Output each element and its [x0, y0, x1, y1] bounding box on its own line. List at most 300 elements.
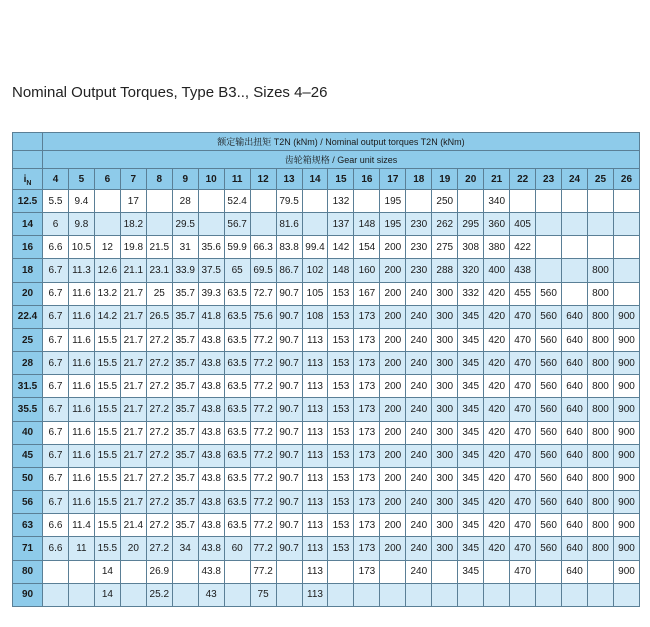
torque-cell: 5.5 [43, 190, 69, 213]
torque-cell: 43.8 [198, 537, 224, 560]
torque-cell: 43.8 [198, 421, 224, 444]
torque-cell: 63.5 [224, 514, 250, 537]
table-row [13, 514, 640, 537]
torque-cell: 800 [588, 491, 614, 514]
torque-cell: 240 [406, 305, 432, 328]
torque-cell: 6.7 [43, 305, 69, 328]
torque-cell: 13.2 [94, 282, 120, 305]
torque-cell: 14 [94, 583, 120, 606]
torque-cell: 6.6 [43, 537, 69, 560]
torque-cell: 75 [250, 583, 276, 606]
torque-cell: 6.7 [43, 328, 69, 351]
torque-cell: 19.8 [120, 236, 146, 259]
torque-cell: 300 [432, 305, 458, 328]
torque-cell [380, 560, 406, 583]
torque-cell: 35.7 [172, 375, 198, 398]
torque-cell: 300 [432, 375, 458, 398]
torque-cell: 195 [380, 190, 406, 213]
torque-cell: 800 [588, 305, 614, 328]
torque-cell [328, 583, 354, 606]
torque-cell [43, 560, 69, 583]
torque-cell: 240 [406, 375, 432, 398]
size-header-9: 9 [172, 169, 198, 190]
torque-cell [613, 583, 639, 606]
torque-cell: 900 [613, 398, 639, 421]
torque-cell: 35.7 [172, 421, 198, 444]
torque-cell: 800 [588, 352, 614, 375]
torque-cell: 240 [406, 560, 432, 583]
torque-cell: 77.2 [250, 491, 276, 514]
torque-cell: 63.5 [224, 398, 250, 421]
torque-cell: 11.6 [68, 467, 94, 490]
torque-cell: 345 [458, 444, 484, 467]
torque-cell: 15.5 [94, 328, 120, 351]
size-header-11: 11 [224, 169, 250, 190]
torque-cell: 560 [536, 375, 562, 398]
header-row-gear-sizes [13, 151, 640, 169]
torque-cell [613, 236, 639, 259]
torque-cell: 77.2 [250, 514, 276, 537]
torque-cell [68, 583, 94, 606]
torque-cell: 173 [354, 421, 380, 444]
torque-cell [536, 583, 562, 606]
torque-cell: 63.5 [224, 282, 250, 305]
torque-cell: 90.7 [276, 282, 302, 305]
torque-cell: 345 [458, 398, 484, 421]
torque-cell: 560 [536, 537, 562, 560]
torque-cell: 6.6 [43, 236, 69, 259]
torque-cell: 90.7 [276, 421, 302, 444]
torque-cell: 200 [380, 398, 406, 421]
size-header-25: 25 [588, 169, 614, 190]
torque-cell: 345 [458, 352, 484, 375]
torque-cell [276, 560, 302, 583]
torque-cell: 800 [588, 537, 614, 560]
torque-cell: 153 [328, 328, 354, 351]
torque-cell: 15.5 [94, 514, 120, 537]
table-row [13, 467, 640, 490]
torque-cell: 153 [328, 444, 354, 467]
torque-cell: 43.8 [198, 560, 224, 583]
torque-cell: 6 [43, 213, 69, 236]
torque-cell [432, 583, 458, 606]
table-row [13, 213, 640, 236]
torque-cell: 63.5 [224, 421, 250, 444]
torque-cell [613, 282, 639, 305]
torque-cell: 340 [484, 190, 510, 213]
torque-cell: 102 [302, 259, 328, 282]
torque-cell: 63.5 [224, 444, 250, 467]
torque-cell: 21.7 [120, 328, 146, 351]
torque-cell [198, 190, 224, 213]
torque-cell: 108 [302, 305, 328, 328]
torque-cell: 77.2 [250, 398, 276, 421]
torque-cell [562, 236, 588, 259]
size-header-7: 7 [120, 169, 146, 190]
torque-cell: 240 [406, 537, 432, 560]
torque-cell: 25.2 [146, 583, 172, 606]
size-header-21: 21 [484, 169, 510, 190]
torque-cell: 27.2 [146, 328, 172, 351]
torque-cell: 27.2 [146, 514, 172, 537]
torque-cell [510, 583, 536, 606]
torque-cell: 420 [484, 375, 510, 398]
table-row [13, 375, 640, 398]
torque-cell: 800 [588, 259, 614, 282]
torque-cell: 43.8 [198, 444, 224, 467]
torque-cell: 200 [380, 259, 406, 282]
torque-cell: 200 [380, 444, 406, 467]
torque-cell: 43.8 [198, 375, 224, 398]
table-row [13, 421, 640, 444]
torque-cell: 800 [588, 514, 614, 537]
torque-cell [484, 560, 510, 583]
torque-cell: 27.2 [146, 421, 172, 444]
torque-cell: 420 [484, 421, 510, 444]
torque-cell: 90.7 [276, 491, 302, 514]
table-row [13, 190, 640, 213]
torque-cell: 11.6 [68, 491, 94, 514]
torque-cell: 77.2 [250, 328, 276, 351]
torque-cell: 560 [536, 514, 562, 537]
size-header-24: 24 [562, 169, 588, 190]
torque-cell: 27.2 [146, 537, 172, 560]
torque-cell: 438 [510, 259, 536, 282]
size-header-19: 19 [432, 169, 458, 190]
torque-cell: 6.7 [43, 467, 69, 490]
torque-cell [562, 282, 588, 305]
ratio-cell: 14 [13, 213, 43, 236]
torque-cell: 90.7 [276, 328, 302, 351]
torque-cell [432, 560, 458, 583]
torque-cell: 15.5 [94, 467, 120, 490]
torque-cell: 800 [588, 467, 614, 490]
table-row [13, 398, 640, 421]
torque-cell: 173 [354, 514, 380, 537]
table-row [13, 444, 640, 467]
table-row [13, 305, 640, 328]
torque-cell: 65 [224, 259, 250, 282]
torque-cell: 90.7 [276, 467, 302, 490]
table-row [13, 282, 640, 305]
torque-cell: 21.7 [120, 305, 146, 328]
torque-cell: 27.2 [146, 398, 172, 421]
torque-cell: 300 [432, 328, 458, 351]
torque-cell [406, 190, 432, 213]
size-header-23: 23 [536, 169, 562, 190]
size-header-14: 14 [302, 169, 328, 190]
torque-cell: 160 [354, 259, 380, 282]
torque-cell: 173 [354, 444, 380, 467]
torque-cell: 113 [302, 514, 328, 537]
torque-cell: 800 [588, 328, 614, 351]
torque-cell: 420 [484, 352, 510, 375]
ratio-cell: 12.5 [13, 190, 43, 213]
torque-cell [588, 190, 614, 213]
torque-cell [43, 583, 69, 606]
torque-cell: 63.5 [224, 352, 250, 375]
torque-cell: 9.8 [68, 213, 94, 236]
torque-cell: 15.5 [94, 444, 120, 467]
torque-cell: 6.7 [43, 491, 69, 514]
torque-cell: 345 [458, 375, 484, 398]
torque-cell: 99.4 [302, 236, 328, 259]
torque-cell: 900 [613, 514, 639, 537]
torque-cell: 470 [510, 560, 536, 583]
header-corner-2 [13, 151, 43, 169]
torque-cell: 153 [328, 398, 354, 421]
torque-cell: 200 [380, 282, 406, 305]
torque-cell: 154 [354, 236, 380, 259]
torque-cell: 560 [536, 352, 562, 375]
torque-cell: 240 [406, 328, 432, 351]
torque-cell: 21.7 [120, 491, 146, 514]
torque-cell: 230 [406, 259, 432, 282]
torque-cell: 420 [484, 514, 510, 537]
torque-cell [250, 190, 276, 213]
torque-cell: 113 [302, 328, 328, 351]
torque-cell: 63.5 [224, 467, 250, 490]
torque-cell: 640 [562, 305, 588, 328]
torque-cell: 59.9 [224, 236, 250, 259]
torque-cell: 800 [588, 398, 614, 421]
torque-cell: 15.5 [94, 491, 120, 514]
torque-cell: 640 [562, 444, 588, 467]
torque-cell: 173 [354, 537, 380, 560]
torque-cell: 14 [94, 560, 120, 583]
torque-cell: 230 [406, 236, 432, 259]
torque-cell: 167 [354, 282, 380, 305]
torque-cell: 6.7 [43, 352, 69, 375]
torque-cell: 470 [510, 537, 536, 560]
torque-cell: 43.8 [198, 467, 224, 490]
torque-cell [120, 583, 146, 606]
torque-cell [562, 583, 588, 606]
torque-cell: 560 [536, 328, 562, 351]
torque-cell: 640 [562, 560, 588, 583]
torque-cell: 800 [588, 282, 614, 305]
torque-cell: 900 [613, 560, 639, 583]
torque-cell: 113 [302, 352, 328, 375]
ratio-cell: 40 [13, 421, 43, 444]
torque-cell: 470 [510, 444, 536, 467]
torque-cell: 27.2 [146, 444, 172, 467]
torque-cell: 86.7 [276, 259, 302, 282]
torque-cell: 9.4 [68, 190, 94, 213]
torque-cell [146, 190, 172, 213]
torque-cell: 56.7 [224, 213, 250, 236]
torque-cell: 240 [406, 421, 432, 444]
torque-cell: 240 [406, 282, 432, 305]
torque-cell: 35.7 [172, 328, 198, 351]
torque-table [12, 132, 640, 607]
table-row [13, 583, 640, 606]
torque-cell [562, 190, 588, 213]
torque-cell [536, 560, 562, 583]
torque-cell: 153 [328, 537, 354, 560]
torque-cell: 11.6 [68, 328, 94, 351]
torque-cell: 35.7 [172, 514, 198, 537]
torque-cell: 113 [302, 444, 328, 467]
torque-cell: 11.6 [68, 398, 94, 421]
torque-cell: 21.5 [146, 236, 172, 259]
torque-cell: 345 [458, 560, 484, 583]
torque-cell: 470 [510, 514, 536, 537]
torque-cell: 200 [380, 467, 406, 490]
torque-cell: 148 [354, 213, 380, 236]
torque-cell: 153 [328, 491, 354, 514]
torque-cell: 21.7 [120, 467, 146, 490]
torque-cell [613, 213, 639, 236]
torque-cell [172, 583, 198, 606]
ratio-header: $i_N$ [13, 169, 43, 190]
torque-cell: 90.7 [276, 375, 302, 398]
torque-cell: 300 [432, 352, 458, 375]
torque-cell [120, 560, 146, 583]
torque-cell: 63.5 [224, 305, 250, 328]
torque-cell: 200 [380, 537, 406, 560]
torque-cell: 43.8 [198, 328, 224, 351]
torque-cell: 288 [432, 259, 458, 282]
torque-cell: 240 [406, 514, 432, 537]
torque-cell: 21.7 [120, 282, 146, 305]
torque-cell: 640 [562, 375, 588, 398]
torque-cell: 173 [354, 328, 380, 351]
header-corner [13, 133, 43, 151]
torque-cell: 360 [484, 213, 510, 236]
torque-cell: 345 [458, 514, 484, 537]
torque-cell: 26.5 [146, 305, 172, 328]
size-header-20: 20 [458, 169, 484, 190]
torque-cell: 43 [198, 583, 224, 606]
torque-cell: 640 [562, 537, 588, 560]
torque-cell: 345 [458, 491, 484, 514]
header-nominal-torques: 额定输出扭矩 T2N (kNm) / Nominal output torques T2N (kNm) [43, 133, 640, 151]
torque-cell: 560 [536, 444, 562, 467]
torque-cell: 200 [380, 236, 406, 259]
size-header-22: 22 [510, 169, 536, 190]
torque-cell: 113 [302, 583, 328, 606]
torque-cell: 90.7 [276, 352, 302, 375]
header-row-size-numbers [13, 169, 640, 190]
torque-cell [536, 190, 562, 213]
torque-cell: 345 [458, 328, 484, 351]
torque-cell: 37.5 [198, 259, 224, 282]
torque-cell: 900 [613, 352, 639, 375]
torque-cell: 240 [406, 444, 432, 467]
torque-cell: 77.2 [250, 444, 276, 467]
torque-cell: 142 [328, 236, 354, 259]
torque-cell: 470 [510, 375, 536, 398]
torque-cell: 200 [380, 328, 406, 351]
torque-cell: 77.2 [250, 352, 276, 375]
torque-cell: 275 [432, 236, 458, 259]
torque-cell: 560 [536, 421, 562, 444]
torque-cell: 230 [406, 213, 432, 236]
torque-cell: 6.7 [43, 259, 69, 282]
torque-cell [172, 560, 198, 583]
torque-cell: 345 [458, 537, 484, 560]
torque-cell [94, 190, 120, 213]
torque-cell: 77.2 [250, 421, 276, 444]
torque-table-body [13, 133, 640, 607]
torque-cell: 470 [510, 491, 536, 514]
torque-cell [198, 213, 224, 236]
torque-cell: 300 [432, 537, 458, 560]
torque-cell: 17 [120, 190, 146, 213]
torque-cell: 420 [484, 537, 510, 560]
torque-cell: 240 [406, 398, 432, 421]
torque-cell: 72.7 [250, 282, 276, 305]
torque-cell: 200 [380, 375, 406, 398]
torque-cell: 153 [328, 352, 354, 375]
torque-cell: 11.6 [68, 375, 94, 398]
torque-cell: 113 [302, 537, 328, 560]
torque-cell: 420 [484, 491, 510, 514]
torque-cell: 345 [458, 305, 484, 328]
torque-cell: 560 [536, 491, 562, 514]
torque-cell [328, 560, 354, 583]
torque-cell: 113 [302, 467, 328, 490]
torque-cell: 63.5 [224, 328, 250, 351]
torque-cell [536, 213, 562, 236]
torque-cell: 21.4 [120, 514, 146, 537]
ratio-cell: 18 [13, 259, 43, 282]
torque-cell: 200 [380, 352, 406, 375]
torque-cell: 35.7 [172, 305, 198, 328]
torque-cell: 308 [458, 236, 484, 259]
torque-cell: 900 [613, 375, 639, 398]
torque-cell: 640 [562, 328, 588, 351]
ratio-cell: 25 [13, 328, 43, 351]
torque-cell: 300 [432, 444, 458, 467]
torque-cell: 35.7 [172, 444, 198, 467]
torque-cell: 800 [588, 375, 614, 398]
torque-cell: 300 [432, 398, 458, 421]
torque-cell: 173 [354, 398, 380, 421]
torque-cell: 12.6 [94, 259, 120, 282]
torque-cell: 35.7 [172, 352, 198, 375]
torque-cell [354, 190, 380, 213]
torque-cell [484, 583, 510, 606]
torque-cell: 105 [302, 282, 328, 305]
torque-cell: 240 [406, 467, 432, 490]
size-header-17: 17 [380, 169, 406, 190]
torque-cell: 11.4 [68, 514, 94, 537]
torque-cell: 173 [354, 560, 380, 583]
torque-cell: 153 [328, 375, 354, 398]
torque-cell: 295 [458, 213, 484, 236]
ratio-cell: 56 [13, 491, 43, 514]
torque-cell: 455 [510, 282, 536, 305]
torque-cell [250, 213, 276, 236]
ratio-cell: 45 [13, 444, 43, 467]
torque-cell: 300 [432, 514, 458, 537]
torque-cell [588, 213, 614, 236]
ratio-cell: 20 [13, 282, 43, 305]
torque-cell [536, 236, 562, 259]
torque-cell: 11.6 [68, 444, 94, 467]
torque-cell [588, 583, 614, 606]
torque-cell: 332 [458, 282, 484, 305]
torque-cell: 422 [510, 236, 536, 259]
torque-cell: 23.1 [146, 259, 172, 282]
torque-cell: 20 [120, 537, 146, 560]
ratio-cell: 28 [13, 352, 43, 375]
torque-cell: 153 [328, 467, 354, 490]
torque-cell: 113 [302, 375, 328, 398]
torque-cell: 10.5 [68, 236, 94, 259]
